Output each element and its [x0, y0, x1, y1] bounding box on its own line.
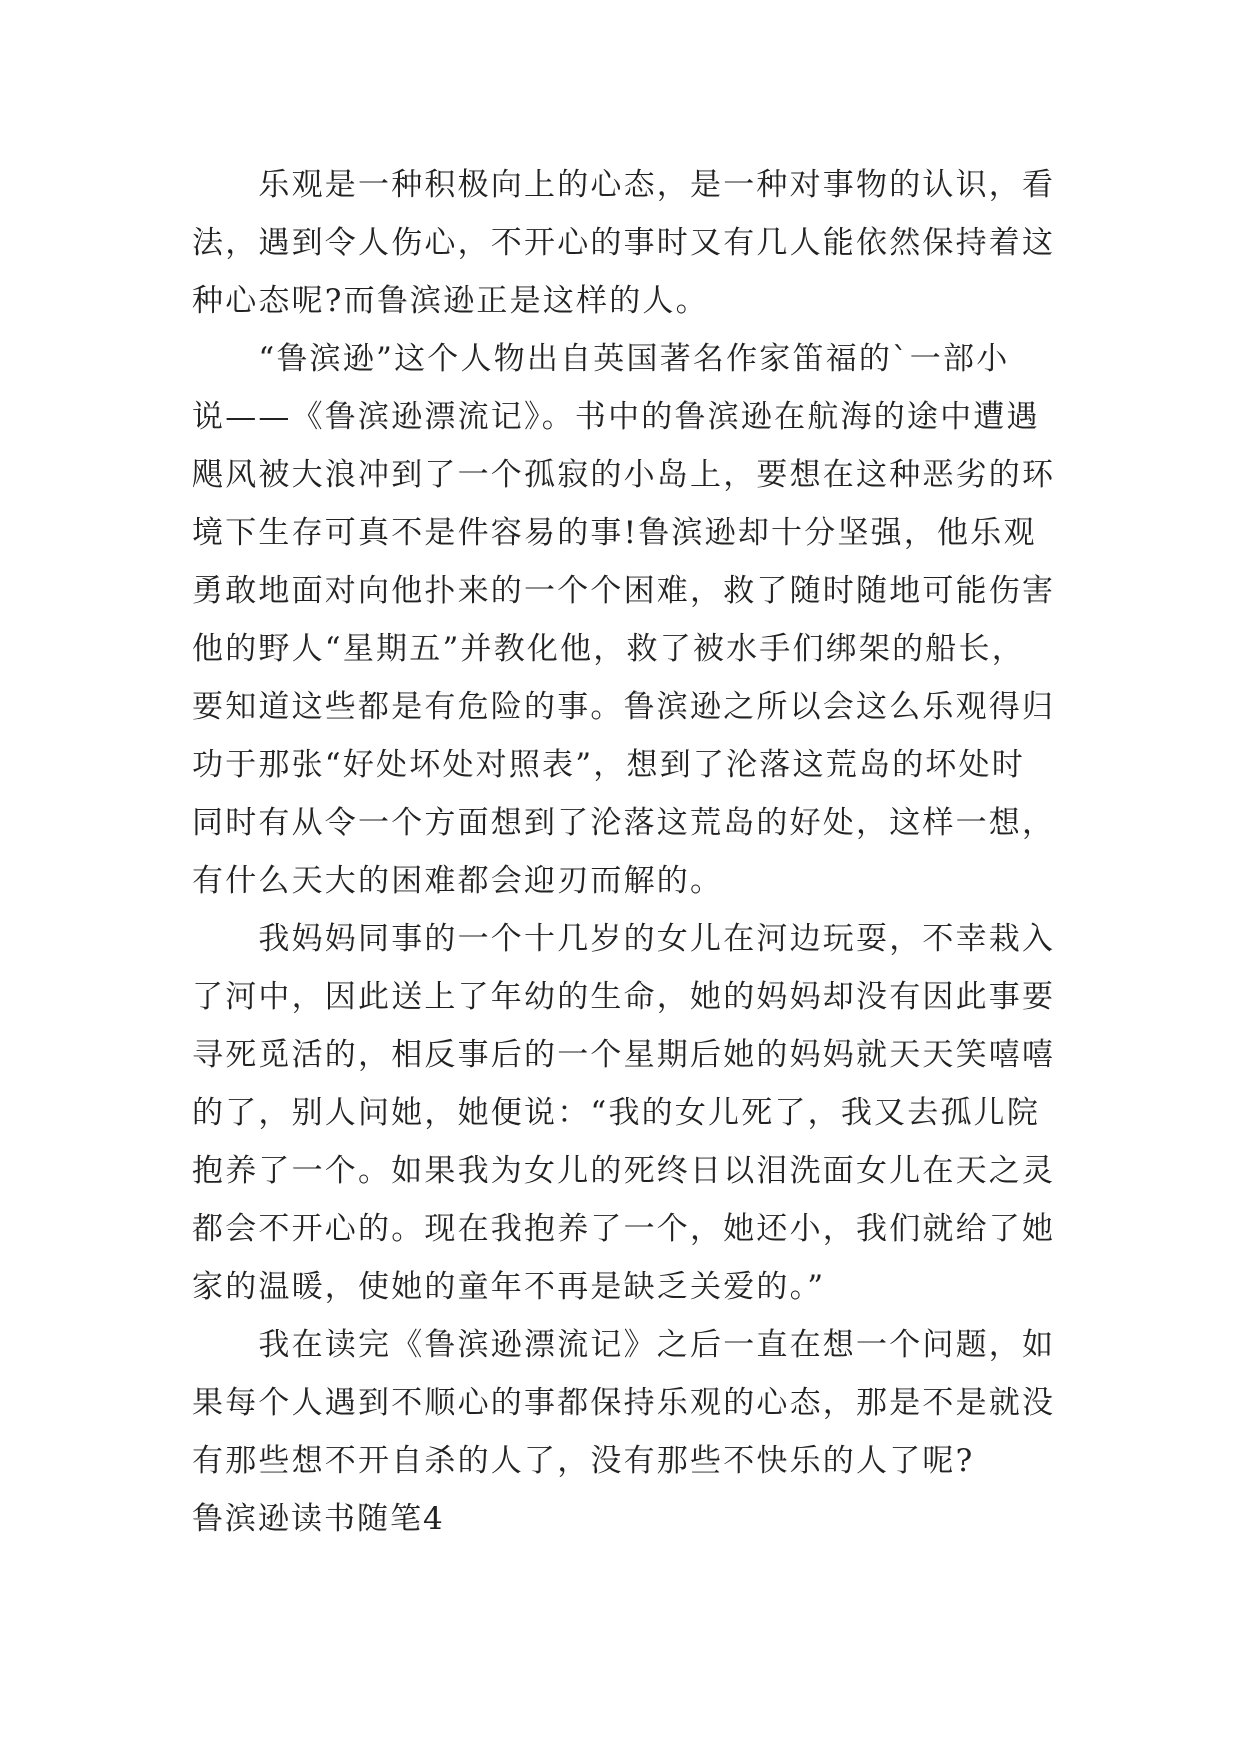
- text-line: 寻死觅活的，相反事后的一个星期后她的妈妈就天天笑嘻嘻: [192, 1037, 1056, 1073]
- text-line: 我妈妈同事的一个十几岁的女儿在河边玩耍，不幸栽入: [192, 921, 1056, 957]
- text-line: 他的野人“星期五”并教化他，救了被水手们绑架的船长，: [192, 631, 1025, 667]
- text-line: 法，遇到令人伤心，不开心的事时又有几人能依然保持着这: [192, 225, 1056, 261]
- body-text: [192, 156, 1056, 1548]
- text-line: 乐观是一种积极向上的心态，是一种对事物的认识，看: [192, 167, 1056, 203]
- text-line: 种心态呢?而鲁滨逊正是这样的人。: [192, 283, 709, 319]
- text-line: 勇敢地面对向他扑来的一个个困难，救了随时随地可能伤害: [192, 573, 1056, 609]
- text-line: 说——《鲁滨逊漂流记》。书中的鲁滨逊在航海的途中遭遇: [192, 399, 1040, 435]
- text-line: 抱养了一个。如果我为女儿的死终日以泪洗面女儿在天之灵: [192, 1153, 1056, 1189]
- text-line: 果每个人遇到不顺心的事都保持乐观的心态，那是不是就没: [192, 1385, 1056, 1421]
- text-line: 有什么天大的困难都会迎刃而解的。: [192, 863, 724, 899]
- text-line: 要知道这些都是有危险的事。鲁滨逊之所以会这么乐观得归: [192, 689, 1056, 725]
- text-line: 飓风被大浪冲到了一个孤寂的小岛上，要想在这种恶劣的环: [192, 457, 1056, 493]
- section-heading: 鲁滨逊读书随笔4: [192, 1501, 445, 1537]
- text-line: 同时有从令一个方面想到了沦落这荒岛的好处，这样一想，: [192, 805, 1056, 841]
- text-line: 我在读完《鲁滨逊漂流记》之后一直在想一个问题，如: [192, 1327, 1056, 1363]
- text-line: 的了，别人问她，她便说：“我的女儿死了，我又去孤儿院: [192, 1095, 1041, 1131]
- text-line: 了河中，因此送上了年幼的生命，她的妈妈却没有因此事要: [192, 979, 1056, 1015]
- text-line: 有那些想不开自杀的人了，没有那些不快乐的人了呢?: [192, 1443, 975, 1479]
- text-line: “鲁滨逊”这个人物出自英国著名作家笛福的`一部小: [192, 341, 1010, 377]
- text-line: 家的温暖，使她的童年不再是缺乏关爱的。”: [192, 1269, 826, 1305]
- text-line: 境下生存可真不是件容易的事!鲁滨逊却十分坚强，他乐观: [192, 515, 1037, 551]
- text-line: 功于那张“好处坏处对照表”，想到了沦落这荒岛的坏处时: [192, 747, 1025, 783]
- text-line: 都会不开心的。现在我抱养了一个，她还小，我们就给了她: [192, 1211, 1056, 1247]
